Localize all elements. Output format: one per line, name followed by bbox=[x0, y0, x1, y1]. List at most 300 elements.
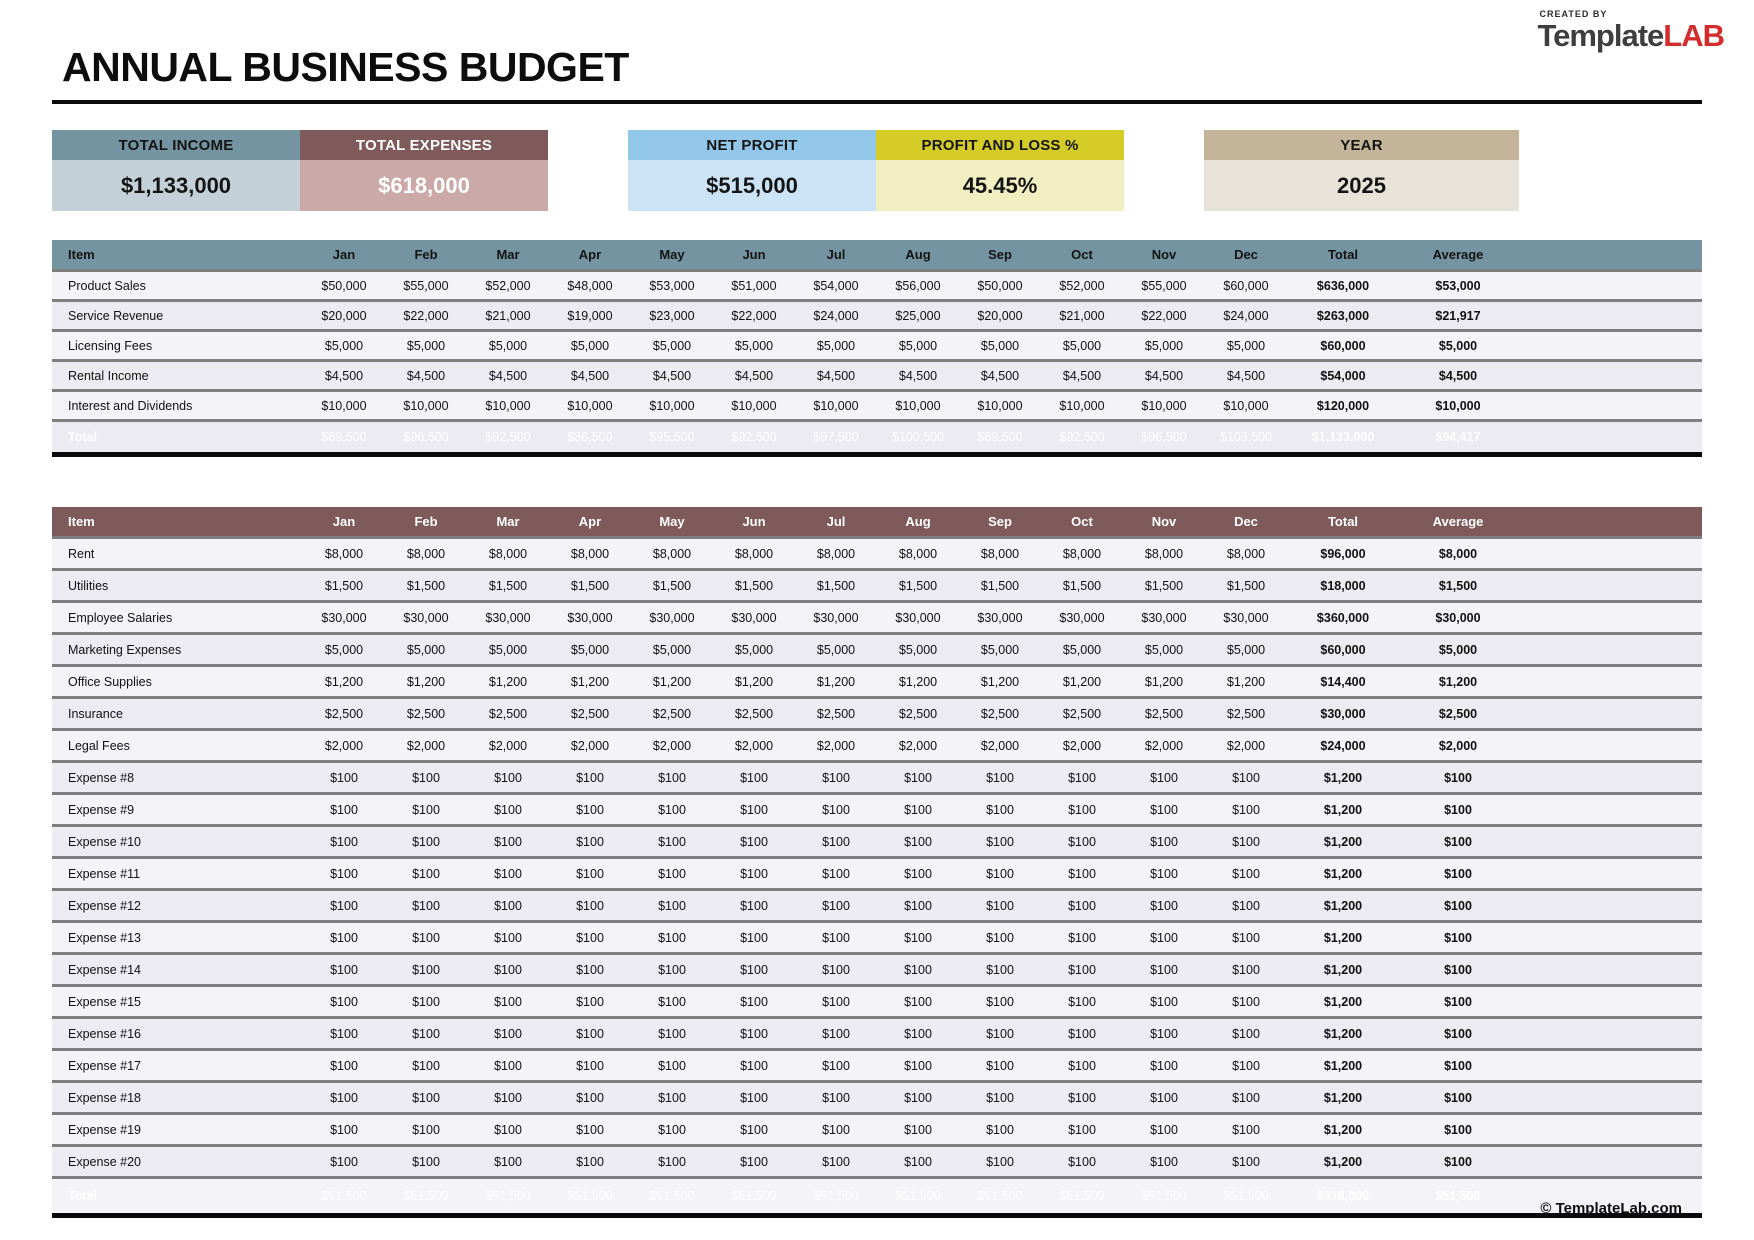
cell-filler bbox=[1517, 1082, 1702, 1114]
column-header-sep: Sep bbox=[959, 240, 1041, 271]
cell-dec: $100 bbox=[1205, 858, 1287, 890]
cell-may: $8,000 bbox=[631, 538, 713, 570]
cell-filler bbox=[1517, 762, 1702, 794]
cell-mar: $100 bbox=[467, 986, 549, 1018]
cell-dec: $2,500 bbox=[1205, 698, 1287, 730]
cell-may: $30,000 bbox=[631, 602, 713, 634]
cell-feb: $100 bbox=[385, 1114, 467, 1146]
cell-apr: $19,000 bbox=[549, 301, 631, 331]
cell-average: $100 bbox=[1399, 794, 1517, 826]
row-label: Employee Salaries bbox=[52, 602, 303, 634]
cell-may: $100 bbox=[631, 1146, 713, 1178]
row-utilities bbox=[52, 570, 1702, 602]
cell-may: $100 bbox=[631, 1050, 713, 1082]
cell-apr: $5,000 bbox=[549, 331, 631, 361]
cell-nov: $4,500 bbox=[1123, 361, 1205, 391]
cell-nov: $2,000 bbox=[1123, 730, 1205, 762]
cell-nov: $96,500 bbox=[1123, 421, 1205, 455]
cell-filler bbox=[1517, 1114, 1702, 1146]
cell-average: $30,000 bbox=[1399, 602, 1517, 634]
cell-sep: $89,500 bbox=[959, 421, 1041, 455]
cell-sep: $100 bbox=[959, 858, 1041, 890]
cell-average: $100 bbox=[1399, 1114, 1517, 1146]
row-office-supplies bbox=[52, 666, 1702, 698]
row-expense-17 bbox=[52, 1050, 1702, 1082]
cell-jul: $100 bbox=[795, 1114, 877, 1146]
cell-sep: $51,500 bbox=[959, 1178, 1041, 1216]
cell-nov: $100 bbox=[1123, 954, 1205, 986]
cell-total: $60,000 bbox=[1287, 634, 1399, 666]
cell-apr: $5,000 bbox=[549, 634, 631, 666]
cell-aug: $100 bbox=[877, 826, 959, 858]
card-label: TOTAL INCOME bbox=[52, 130, 300, 160]
cell-total: $1,200 bbox=[1287, 1114, 1399, 1146]
cell-mar: $100 bbox=[467, 858, 549, 890]
cell-total: $18,000 bbox=[1287, 570, 1399, 602]
cell-average: $10,000 bbox=[1399, 391, 1517, 421]
cell-sep: $100 bbox=[959, 1114, 1041, 1146]
cell-aug: $100 bbox=[877, 1082, 959, 1114]
column-header-feb: Feb bbox=[385, 507, 467, 538]
cell-aug: $100,500 bbox=[877, 421, 959, 455]
cell-mar: $100 bbox=[467, 890, 549, 922]
cell-total: $636,000 bbox=[1287, 271, 1399, 301]
cell-dec: $100 bbox=[1205, 1114, 1287, 1146]
cell-total: $1,200 bbox=[1287, 922, 1399, 954]
cell-jul: $2,000 bbox=[795, 730, 877, 762]
cell-jun: $2,500 bbox=[713, 698, 795, 730]
cell-dec: $60,000 bbox=[1205, 271, 1287, 301]
cell-average: $100 bbox=[1399, 1082, 1517, 1114]
cell-oct: $2,000 bbox=[1041, 730, 1123, 762]
cell-filler bbox=[1517, 634, 1702, 666]
row-expense-9 bbox=[52, 794, 1702, 826]
cell-total: $30,000 bbox=[1287, 698, 1399, 730]
column-header-dec: Dec bbox=[1205, 507, 1287, 538]
summary-card-total-expenses bbox=[300, 130, 548, 211]
cell-filler bbox=[1517, 794, 1702, 826]
cell-filler bbox=[1517, 730, 1702, 762]
cell-filler bbox=[1517, 1018, 1702, 1050]
cell-average: $100 bbox=[1399, 1018, 1517, 1050]
cell-jun: $1,200 bbox=[713, 666, 795, 698]
row-label: Expense #15 bbox=[52, 986, 303, 1018]
cell-sep: $100 bbox=[959, 826, 1041, 858]
cell-apr: $100 bbox=[549, 858, 631, 890]
cell-jul: $100 bbox=[795, 1082, 877, 1114]
cell-apr: $51,500 bbox=[549, 1178, 631, 1216]
cell-total: $1,200 bbox=[1287, 858, 1399, 890]
cell-jun: $100 bbox=[713, 1082, 795, 1114]
column-header-apr: Apr bbox=[549, 240, 631, 271]
cell-average: $100 bbox=[1399, 762, 1517, 794]
cell-nov: $1,500 bbox=[1123, 570, 1205, 602]
cell-feb: $5,000 bbox=[385, 331, 467, 361]
cell-sep: $100 bbox=[959, 762, 1041, 794]
row-label: Rental Income bbox=[52, 361, 303, 391]
row-expense-8 bbox=[52, 762, 1702, 794]
cell-may: $51,500 bbox=[631, 1178, 713, 1216]
row-label: Expense #14 bbox=[52, 954, 303, 986]
cell-mar: $100 bbox=[467, 1146, 549, 1178]
cell-oct: $1,200 bbox=[1041, 666, 1123, 698]
cell-jun: $100 bbox=[713, 826, 795, 858]
cell-oct: $92,500 bbox=[1041, 421, 1123, 455]
expenses-table bbox=[52, 507, 1702, 1218]
row-expense-16 bbox=[52, 1018, 1702, 1050]
cell-aug: $100 bbox=[877, 794, 959, 826]
cell-sep: $4,500 bbox=[959, 361, 1041, 391]
cell-sep: $50,000 bbox=[959, 271, 1041, 301]
cell-total: $1,200 bbox=[1287, 794, 1399, 826]
cell-dec: $2,000 bbox=[1205, 730, 1287, 762]
cell-may: $4,500 bbox=[631, 361, 713, 391]
cell-total: $96,000 bbox=[1287, 538, 1399, 570]
footer-link[interactable]: © TemplateLab.com bbox=[1540, 1200, 1682, 1217]
cell-total: $1,133,000 bbox=[1287, 421, 1399, 455]
column-header-average: Average bbox=[1399, 507, 1517, 538]
cell-oct: $1,500 bbox=[1041, 570, 1123, 602]
cell-jan: $100 bbox=[303, 1050, 385, 1082]
cell-total: $1,200 bbox=[1287, 826, 1399, 858]
cell-feb: $1,200 bbox=[385, 666, 467, 698]
cell-average: $94,417 bbox=[1399, 421, 1517, 455]
cell-jan: $10,000 bbox=[303, 391, 385, 421]
cell-oct: $100 bbox=[1041, 986, 1123, 1018]
cell-apr: $100 bbox=[549, 1050, 631, 1082]
row-rental-income bbox=[52, 361, 1702, 391]
cell-jan: $100 bbox=[303, 762, 385, 794]
cell-dec: $100 bbox=[1205, 1082, 1287, 1114]
cell-may: $100 bbox=[631, 1114, 713, 1146]
cell-oct: $4,500 bbox=[1041, 361, 1123, 391]
cell-apr: $2,000 bbox=[549, 730, 631, 762]
column-header-dec: Dec bbox=[1205, 240, 1287, 271]
column-header-may: May bbox=[631, 240, 713, 271]
row-label: Expense #12 bbox=[52, 890, 303, 922]
cell-feb: $96,500 bbox=[385, 421, 467, 455]
cell-sep: $20,000 bbox=[959, 301, 1041, 331]
cell-sep: $5,000 bbox=[959, 331, 1041, 361]
cell-sep: $2,500 bbox=[959, 698, 1041, 730]
cell-sep: $100 bbox=[959, 1082, 1041, 1114]
cell-oct: $100 bbox=[1041, 1050, 1123, 1082]
header-row bbox=[52, 240, 1702, 271]
cell-jul: $100 bbox=[795, 1146, 877, 1178]
cell-oct: $52,000 bbox=[1041, 271, 1123, 301]
row-expense-15 bbox=[52, 986, 1702, 1018]
cell-may: $10,000 bbox=[631, 391, 713, 421]
cell-nov: $22,000 bbox=[1123, 301, 1205, 331]
cell-aug: $30,000 bbox=[877, 602, 959, 634]
cell-aug: $25,000 bbox=[877, 301, 959, 331]
cell-apr: $4,500 bbox=[549, 361, 631, 391]
cell-jan: $2,000 bbox=[303, 730, 385, 762]
cell-feb: $100 bbox=[385, 1082, 467, 1114]
cell-aug: $1,500 bbox=[877, 570, 959, 602]
cell-jun: $100 bbox=[713, 762, 795, 794]
cell-may: $95,500 bbox=[631, 421, 713, 455]
cell-jan: $89,500 bbox=[303, 421, 385, 455]
row-label: Service Revenue bbox=[52, 301, 303, 331]
cell-mar: $2,500 bbox=[467, 698, 549, 730]
cell-average: $1,200 bbox=[1399, 666, 1517, 698]
cell-nov: $8,000 bbox=[1123, 538, 1205, 570]
cell-may: $100 bbox=[631, 986, 713, 1018]
cell-aug: $2,000 bbox=[877, 730, 959, 762]
cell-filler bbox=[1517, 890, 1702, 922]
cell-nov: $10,000 bbox=[1123, 391, 1205, 421]
cell-apr: $100 bbox=[549, 794, 631, 826]
cell-aug: $100 bbox=[877, 1018, 959, 1050]
cell-feb: $55,000 bbox=[385, 271, 467, 301]
row-legal-fees bbox=[52, 730, 1702, 762]
cell-aug: $100 bbox=[877, 986, 959, 1018]
cell-jun: $30,000 bbox=[713, 602, 795, 634]
cell-aug: $100 bbox=[877, 954, 959, 986]
cell-average: $100 bbox=[1399, 890, 1517, 922]
row-label: Expense #11 bbox=[52, 858, 303, 890]
cell-total: $60,000 bbox=[1287, 331, 1399, 361]
card-label: PROFIT AND LOSS % bbox=[876, 130, 1124, 160]
card-value: 2025 bbox=[1204, 160, 1519, 211]
cell-mar: $100 bbox=[467, 794, 549, 826]
cell-aug: $100 bbox=[877, 890, 959, 922]
row-label: Utilities bbox=[52, 570, 303, 602]
cell-jul: $100 bbox=[795, 1018, 877, 1050]
cell-total: $1,200 bbox=[1287, 1050, 1399, 1082]
logo-wordmark bbox=[1537, 18, 1724, 53]
row-label: Total bbox=[52, 421, 303, 455]
cell-jun: $2,000 bbox=[713, 730, 795, 762]
cell-filler bbox=[1517, 922, 1702, 954]
cell-may: $100 bbox=[631, 922, 713, 954]
cell-total: $54,000 bbox=[1287, 361, 1399, 391]
cell-jun: $100 bbox=[713, 1018, 795, 1050]
column-header-average: Average bbox=[1399, 240, 1517, 271]
cell-nov: $100 bbox=[1123, 858, 1205, 890]
column-header-feb: Feb bbox=[385, 240, 467, 271]
cell-feb: $2,000 bbox=[385, 730, 467, 762]
cell-dec: $8,000 bbox=[1205, 538, 1287, 570]
cell-total: $618,000 bbox=[1287, 1178, 1399, 1216]
cell-mar: $5,000 bbox=[467, 331, 549, 361]
cell-may: $100 bbox=[631, 954, 713, 986]
cell-oct: $100 bbox=[1041, 762, 1123, 794]
cell-filler bbox=[1517, 361, 1702, 391]
cell-mar: $8,000 bbox=[467, 538, 549, 570]
cell-filler bbox=[1517, 986, 1702, 1018]
cell-dec: $103,500 bbox=[1205, 421, 1287, 455]
cell-feb: $4,500 bbox=[385, 361, 467, 391]
card-group bbox=[1204, 130, 1519, 211]
cell-average: $100 bbox=[1399, 826, 1517, 858]
cell-dec: $100 bbox=[1205, 826, 1287, 858]
cell-may: $5,000 bbox=[631, 634, 713, 666]
row-expense-14 bbox=[52, 954, 1702, 986]
column-header-item: Item bbox=[52, 240, 303, 271]
column-header-filler bbox=[1517, 240, 1702, 271]
cell-total: $120,000 bbox=[1287, 391, 1399, 421]
cell-filler bbox=[1517, 391, 1702, 421]
cell-oct: $21,000 bbox=[1041, 301, 1123, 331]
cell-feb: $100 bbox=[385, 794, 467, 826]
cell-aug: $8,000 bbox=[877, 538, 959, 570]
cell-oct: $51,500 bbox=[1041, 1178, 1123, 1216]
cell-jul: $5,000 bbox=[795, 634, 877, 666]
cell-apr: $100 bbox=[549, 922, 631, 954]
column-header-jun: Jun bbox=[713, 507, 795, 538]
cell-may: $53,000 bbox=[631, 271, 713, 301]
row-label: Product Sales bbox=[52, 271, 303, 301]
cell-filler bbox=[1517, 421, 1702, 455]
summary-card-total-income bbox=[52, 130, 300, 211]
cell-mar: $4,500 bbox=[467, 361, 549, 391]
cell-feb: $100 bbox=[385, 1050, 467, 1082]
cell-filler bbox=[1517, 666, 1702, 698]
cell-jul: $100 bbox=[795, 1050, 877, 1082]
column-header-jan: Jan bbox=[303, 507, 385, 538]
cell-sep: $2,000 bbox=[959, 730, 1041, 762]
cell-may: $100 bbox=[631, 890, 713, 922]
row-expense-13 bbox=[52, 922, 1702, 954]
cell-average: $2,000 bbox=[1399, 730, 1517, 762]
cell-feb: $100 bbox=[385, 922, 467, 954]
cell-filler bbox=[1517, 826, 1702, 858]
row-expense-11 bbox=[52, 858, 1702, 890]
cell-average: $8,000 bbox=[1399, 538, 1517, 570]
cell-sep: $100 bbox=[959, 1050, 1041, 1082]
cell-dec: $10,000 bbox=[1205, 391, 1287, 421]
column-header-oct: Oct bbox=[1041, 240, 1123, 271]
cell-feb: $100 bbox=[385, 1146, 467, 1178]
cell-jun: $5,000 bbox=[713, 634, 795, 666]
cell-jan: $100 bbox=[303, 858, 385, 890]
cell-total: $1,200 bbox=[1287, 1018, 1399, 1050]
cell-nov: $1,200 bbox=[1123, 666, 1205, 698]
cell-nov: $100 bbox=[1123, 1050, 1205, 1082]
row-label: Expense #9 bbox=[52, 794, 303, 826]
cell-oct: $10,000 bbox=[1041, 391, 1123, 421]
cell-jul: $54,000 bbox=[795, 271, 877, 301]
cell-jul: $30,000 bbox=[795, 602, 877, 634]
cell-oct: $2,500 bbox=[1041, 698, 1123, 730]
cell-average: $5,000 bbox=[1399, 634, 1517, 666]
cell-nov: $5,000 bbox=[1123, 634, 1205, 666]
cell-aug: $4,500 bbox=[877, 361, 959, 391]
cell-sep: $100 bbox=[959, 794, 1041, 826]
cell-jul: $8,000 bbox=[795, 538, 877, 570]
row-rent bbox=[52, 538, 1702, 570]
cell-jul: $24,000 bbox=[795, 301, 877, 331]
card-value: $1,133,000 bbox=[52, 160, 300, 211]
cell-sep: $30,000 bbox=[959, 602, 1041, 634]
cell-aug: $100 bbox=[877, 1050, 959, 1082]
cell-jan: $4,500 bbox=[303, 361, 385, 391]
row-label: Rent bbox=[52, 538, 303, 570]
cell-aug: $56,000 bbox=[877, 271, 959, 301]
cell-dec: $24,000 bbox=[1205, 301, 1287, 331]
row-label: Expense #17 bbox=[52, 1050, 303, 1082]
cell-may: $1,500 bbox=[631, 570, 713, 602]
cell-jul: $1,200 bbox=[795, 666, 877, 698]
cell-oct: $100 bbox=[1041, 1018, 1123, 1050]
row-label: Office Supplies bbox=[52, 666, 303, 698]
cell-may: $23,000 bbox=[631, 301, 713, 331]
cell-aug: $100 bbox=[877, 858, 959, 890]
cell-dec: $100 bbox=[1205, 1050, 1287, 1082]
logo-created-by: CREATED BY bbox=[1539, 9, 1608, 19]
cell-nov: $55,000 bbox=[1123, 271, 1205, 301]
cell-filler bbox=[1517, 1050, 1702, 1082]
cell-average: $2,500 bbox=[1399, 698, 1517, 730]
templatelab-logo bbox=[1537, 10, 1724, 51]
cell-filler bbox=[1517, 538, 1702, 570]
row-service-revenue bbox=[52, 301, 1702, 331]
cell-dec: $30,000 bbox=[1205, 602, 1287, 634]
cell-total: $1,200 bbox=[1287, 1146, 1399, 1178]
cell-jan: $100 bbox=[303, 986, 385, 1018]
cell-nov: $100 bbox=[1123, 762, 1205, 794]
column-header-may: May bbox=[631, 507, 713, 538]
summary-cards bbox=[52, 130, 1519, 211]
summary-card-net-profit bbox=[628, 130, 876, 211]
cell-total: $1,200 bbox=[1287, 762, 1399, 794]
cell-nov: $100 bbox=[1123, 922, 1205, 954]
cell-jul: $100 bbox=[795, 794, 877, 826]
column-header-filler bbox=[1517, 507, 1702, 538]
cell-aug: $5,000 bbox=[877, 634, 959, 666]
row-label: Expense #10 bbox=[52, 826, 303, 858]
cell-jun: $100 bbox=[713, 986, 795, 1018]
row-label: Expense #13 bbox=[52, 922, 303, 954]
cell-apr: $100 bbox=[549, 1146, 631, 1178]
page-title: ANNUAL BUSINESS BUDGET bbox=[62, 44, 629, 90]
cell-jul: $100 bbox=[795, 890, 877, 922]
row-label: Legal Fees bbox=[52, 730, 303, 762]
cell-jan: $30,000 bbox=[303, 602, 385, 634]
cell-dec: $51,500 bbox=[1205, 1178, 1287, 1216]
cell-apr: $2,500 bbox=[549, 698, 631, 730]
cell-jun: $92,500 bbox=[713, 421, 795, 455]
cell-sep: $5,000 bbox=[959, 634, 1041, 666]
row-label: Expense #18 bbox=[52, 1082, 303, 1114]
cell-feb: $100 bbox=[385, 762, 467, 794]
cell-nov: $100 bbox=[1123, 1146, 1205, 1178]
cell-apr: $100 bbox=[549, 1082, 631, 1114]
cell-oct: $100 bbox=[1041, 1146, 1123, 1178]
cell-jun: $100 bbox=[713, 890, 795, 922]
cell-sep: $100 bbox=[959, 986, 1041, 1018]
cell-oct: $100 bbox=[1041, 890, 1123, 922]
cell-dec: $1,200 bbox=[1205, 666, 1287, 698]
column-header-aug: Aug bbox=[877, 240, 959, 271]
row-product-sales bbox=[52, 271, 1702, 301]
cell-feb: $100 bbox=[385, 826, 467, 858]
cell-feb: $30,000 bbox=[385, 602, 467, 634]
cell-dec: $100 bbox=[1205, 1146, 1287, 1178]
column-header-mar: Mar bbox=[467, 240, 549, 271]
card-label: YEAR bbox=[1204, 130, 1519, 160]
cell-oct: $100 bbox=[1041, 954, 1123, 986]
cell-mar: $1,500 bbox=[467, 570, 549, 602]
cell-oct: $8,000 bbox=[1041, 538, 1123, 570]
cell-may: $100 bbox=[631, 1018, 713, 1050]
cell-filler bbox=[1517, 954, 1702, 986]
cell-feb: $8,000 bbox=[385, 538, 467, 570]
cell-jan: $100 bbox=[303, 954, 385, 986]
cell-aug: $5,000 bbox=[877, 331, 959, 361]
